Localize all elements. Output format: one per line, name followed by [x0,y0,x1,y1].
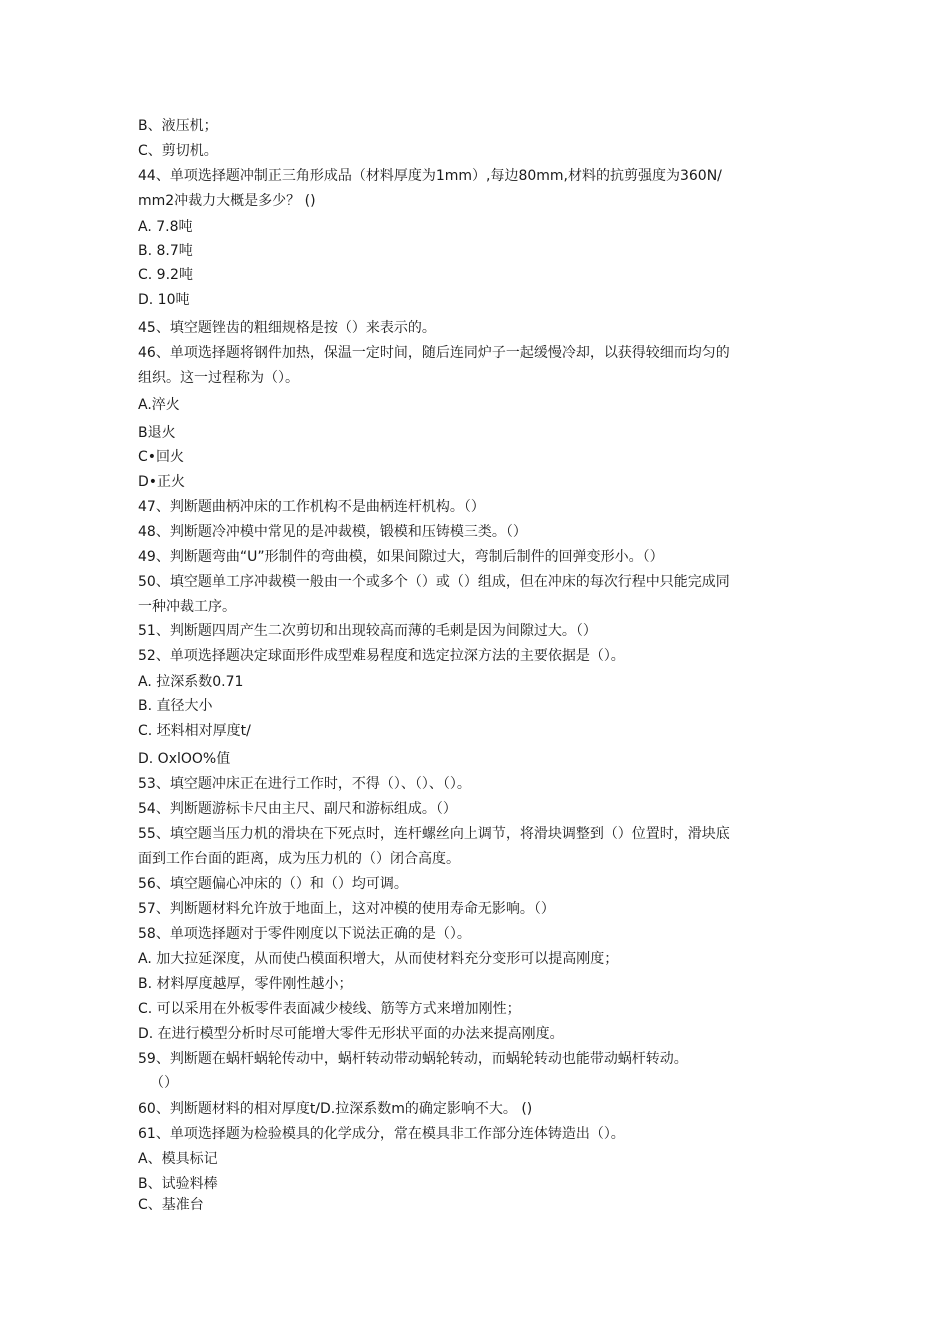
question-51: 51、判断题四周产生二次剪切和出现较高而薄的毛刺是因为间隙过大。（） [138,623,597,639]
option-c: C、基准台 [138,1197,204,1213]
option-a: A. 7.8吨 [138,219,193,235]
question-60: 60、判断题材料的相对厚度t/D.拉深系数m的确定影响不大。 () [138,1101,533,1117]
option-a: A、模具标记 [138,1151,218,1167]
question-50-line-1: 50、填空题单工序冲裁模一般由一个或多个（）或（）组成，但在冲床的每次行程中只能完成同 [138,574,730,590]
question-46-line-2: 组织。这一过程称为（）。 [138,370,299,386]
option-b: B、试验料棒 [138,1176,218,1192]
option-d: D•正火 [138,474,186,490]
question-44-line-2: mm2冲裁力大概是多少？ () [138,193,316,209]
text-line: C、剪切机。 [138,143,218,159]
option-a: A.淬火 [138,397,180,413]
option-a: A. 拉深系数0.71 [138,674,244,690]
question-61: 61、单项选择题为检验模具的化学成分，常在模具非工作部分连体铸造出（）。 [138,1126,625,1142]
question-59-line-2: （） [150,1075,178,1091]
question-47: 47、判断题曲柄冲床的工作机构不是曲柄连杆机构。（） [138,499,485,515]
question-45: 45、填空题锉齿的粗细规格是按（）来表示的。 [138,320,436,336]
question-55-line-1: 55、填空题当压力机的滑块在下死点时，连杆螺丝向上调节，将滑块调整到（）位置时，滑块底 [138,826,730,842]
question-56: 56、填空题偏心冲床的（）和（）均可调。 [138,876,408,892]
question-49: 49、判断题弯曲“U”形制件的弯曲模，如果间隙过大，弯制后制件的回弹变形小。（） [138,549,664,565]
question-58: 58、单项选择题对于零件刚度以下说法正确的是（）。 [138,926,471,942]
question-53: 53、填空题冲床正在进行工作时，不得（）、（）、（）。 [138,776,471,792]
option-b: B. 直径大小 [138,698,213,714]
option-b: B退火 [138,425,176,441]
text-line: B、液压机； [138,118,218,134]
question-46-line-1: 46、单项选择题将钢件加热，保温一定时间，随后连同炉子一起缓慢冷却，以获得较细而均匀的 [138,345,730,361]
question-55-line-2: 面到工作台面的距离，成为压力机的（）闭合高度。 [138,851,460,867]
option-c: C. 可以采用在外板零件表面减少棱线、筋等方式来增加刚性； [138,1001,521,1017]
option-a: A. 加大拉延深度，从而使凸模面积增大，从而使材料充分变形可以提高刚度； [138,951,619,967]
question-57: 57、判断题材料允许放于地面上，这对冲模的使用寿命无影响。（） [138,901,555,917]
question-50-line-2: 一种冲裁工序。 [138,599,236,615]
option-d: D. OxlOO%值 [138,751,231,767]
option-c: C. 坯料相对厚度t/ [138,723,251,739]
option-b: B. 材料厚度越厚，零件刚性越小； [138,976,353,992]
question-59-line-1: 59、判断题在蜗杆蜗轮传动中，蜗杆转动带动蜗轮转动，而蜗轮转动也能带动蜗杆转动。 [138,1051,688,1067]
option-d: D. 在进行模型分析时尽可能增大零件无形状平面的办法来提高刚度。 [138,1026,564,1042]
option-c: C•回火 [138,449,185,465]
option-b: B. 8.7吨 [138,243,193,259]
question-54: 54、判断题游标卡尺由主尺、副尺和游标组成。（） [138,801,457,817]
option-d: D. 10吨 [138,292,190,308]
question-44-line-1: 44、单项选择题冲制正三角形成品（材料厚度为1mm）,每边80mm,材料的抗剪强度为360N/ [138,168,722,184]
question-48: 48、判断题冷冲模中常见的是冲裁模，锻模和压铸模三类。（） [138,524,527,540]
question-52: 52、单项选择题决定球面形件成型难易程度和选定拉深方法的主要依据是（）。 [138,648,625,664]
option-c: C. 9.2吨 [138,267,193,283]
